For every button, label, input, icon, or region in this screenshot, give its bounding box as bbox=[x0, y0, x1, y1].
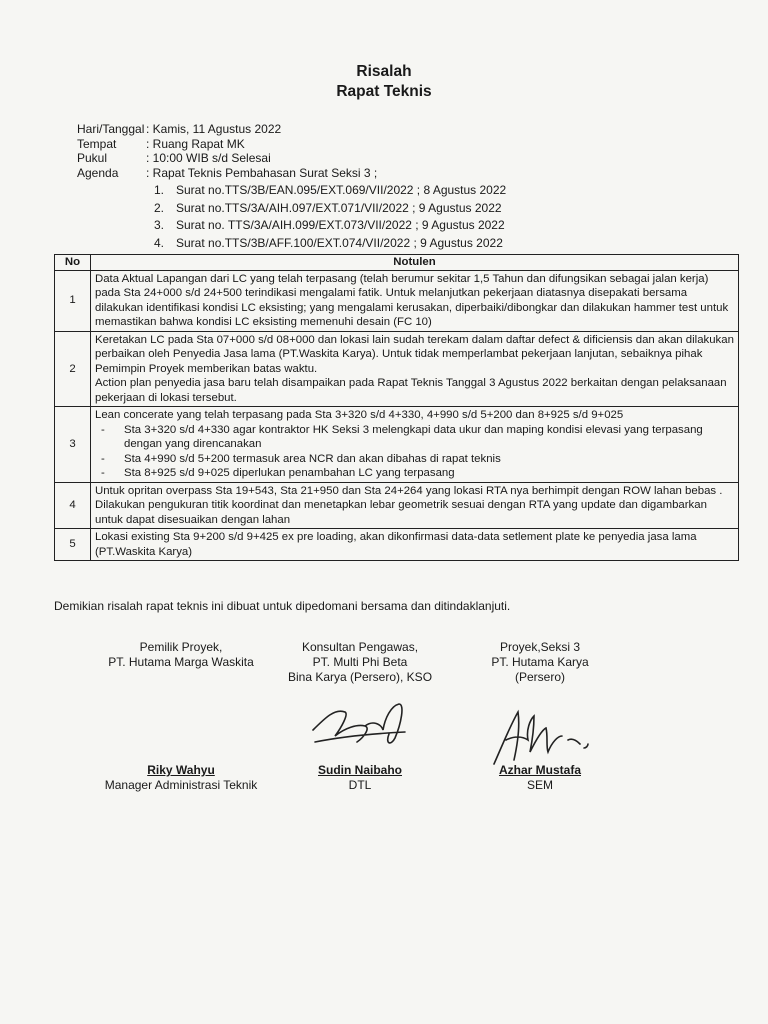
row-number: 5 bbox=[55, 529, 91, 561]
agenda-text: Surat no. TTS/3A/AIH.099/EXT.073/VII/2022 ; 9 Agustus 2022 bbox=[176, 218, 505, 232]
signatory-name-owner: Riky Wahyu bbox=[147, 763, 215, 777]
row-number: 2 bbox=[55, 331, 91, 407]
info-value: : 10:00 WIB s/d Selesai bbox=[146, 151, 271, 165]
agenda-item bbox=[154, 235, 506, 253]
agenda-item bbox=[154, 217, 506, 235]
row-notes bbox=[91, 331, 739, 407]
table-row bbox=[55, 529, 739, 561]
info-value: : Kamis, 11 Agustus 2022 bbox=[146, 122, 282, 136]
agenda-item bbox=[154, 200, 506, 218]
info-value: : Rapat Teknis Pembahasan Surat Seksi 3 ; bbox=[146, 165, 378, 180]
closing-statement: Demikian risalah rapat teknis ini dibuat untuk dipedomani bersama dan ditindaklanjuti. bbox=[54, 599, 511, 613]
signatory-role: Konsultan Pengawas, bbox=[301, 640, 419, 654]
signatory-org: PT. Multi Phi Beta bbox=[312, 655, 408, 669]
note-paragraph: Lokasi existing Sta 9+200 s/d 9+425 ex pre loading, akan dikonfirmasi data-data setlement plate ke penyedia jasa lama (PT.Waskita Karya) bbox=[95, 531, 697, 558]
agenda-text: Surat no.TTS/3B/EAN.095/EXT.069/VII/2022 ; 8 Agustus 2022 bbox=[176, 183, 507, 197]
signature-sudin bbox=[305, 698, 415, 758]
info-row-date bbox=[77, 122, 377, 137]
row-notes bbox=[91, 407, 739, 483]
signatory-name-contractor: Azhar Mustafa bbox=[498, 763, 581, 777]
signatory-contractor-header bbox=[455, 640, 625, 685]
table-row bbox=[55, 270, 739, 331]
header-no: No bbox=[55, 255, 91, 271]
meeting-info bbox=[77, 122, 377, 180]
info-row-time bbox=[77, 151, 377, 166]
table-row bbox=[55, 482, 739, 529]
agenda-number: 2. bbox=[154, 200, 165, 215]
signatory-org: PT. Hutama Karya bbox=[491, 655, 589, 669]
row-number: 4 bbox=[55, 482, 91, 529]
note-paragraph: Action plan penyedia jasa baru telah disampaikan pada Rapat Teknis Tanggal 3 Agustus 2022 berkaitan dengan pelaksanaan pekerjaan di lokasi tersebut. bbox=[95, 377, 727, 404]
info-value: : Ruang Rapat MK bbox=[146, 136, 245, 151]
note-paragraph: Untuk opritan overpass Sta 19+543, Sta 21+950 dan Sta 24+264 yang lokasi RTA nya berhimpit dengan ROW lahan bebas . bbox=[95, 484, 723, 497]
note-paragraph: Keretakan LC pada Sta 07+000 s/d 08+000 dan lokasi lain sudah terekam dalam daftar defect & dificiensis dan akan dilakukan perbaikan oleh Penyedia Jasa lama (PT.Waskita Karya). Untuk tidak memperlambat pekerjaan lanjutan, sebaiknya pihak Pemimpin Proyek memberikan batas waktu. bbox=[95, 333, 734, 375]
agenda-number: 1. bbox=[154, 183, 165, 197]
info-row-agenda bbox=[77, 166, 377, 181]
info-row-place bbox=[77, 137, 377, 152]
note-paragraph: Data Aktual Lapangan dari LC yang telah terpasang (telah berumur sekitar 1,5 Tahun dan difungsikan sebagai jalan kerja) pada Sta 24+000 s/d 24+500 terindikasi mengalami fatik. Untuk melanjutkan pekerjaan diatasnya disepakati bersama dilakukan identifikasi kondisi LC eksisting; yang mengalami kerusakan, diperbaiki/dibongkar dan dilakukan hammer test untuk memastikan bahwa kondisi LC eksisting memenuhi desain (FC 10) bbox=[95, 272, 729, 328]
note-bullet: - Sta 3+320 s/d 4+330 agar kontraktor HK Seksi 3 melengkapi data ukur dan maping kondisi elevasi yang terpasang dengan yang direncanakan bbox=[95, 423, 734, 452]
agenda-list bbox=[154, 182, 506, 252]
row-notes bbox=[91, 482, 739, 529]
info-label: Tempat bbox=[77, 136, 117, 151]
table-row bbox=[55, 407, 739, 483]
note-bullet: - Sta 8+925 s/d 9+025 diperlukan penambahan LC yang terpasang bbox=[95, 466, 734, 481]
note-paragraph: Lean concerate yang telah terpasang pada Sta 3+320 s/d 4+330, 4+990 s/d 5+200 dan 8+925 s/d 9+025 bbox=[95, 409, 624, 421]
agenda-item bbox=[154, 182, 506, 200]
document-subtitle: Rapat Teknis bbox=[336, 83, 432, 100]
note-paragraph: Dilakukan pengukuran titik koordinat dan menetapkan lebar geometrik sesuai dengan RTA yang update dan digambarkan untuk dapat disesuaikan dengan lahan bbox=[95, 499, 707, 526]
signatory-name-consultant: Sudin Naibaho bbox=[318, 763, 402, 777]
notulen-table bbox=[54, 254, 739, 561]
signatory-org: Bina Karya (Persero), KSO bbox=[287, 670, 433, 684]
signatory-owner-header bbox=[96, 640, 266, 670]
signatory-title-consultant: DTL bbox=[348, 778, 372, 792]
note-bullets bbox=[95, 423, 734, 481]
agenda-number: 4. bbox=[154, 235, 165, 250]
document-title: Risalah bbox=[356, 63, 412, 80]
signatory-org: PT. Hutama Marga Waskita bbox=[108, 655, 254, 669]
signatory-role: Pemilik Proyek, bbox=[139, 640, 223, 654]
table-row bbox=[55, 331, 739, 407]
info-label: Pukul bbox=[77, 151, 108, 165]
note-bullet: - Sta 4+990 s/d 5+200 termasuk area NCR dan akan dibahas di rapat teknis bbox=[95, 452, 734, 467]
info-label: Agenda bbox=[77, 165, 119, 180]
signatory-title-owner: Manager Administrasi Teknik bbox=[104, 778, 258, 792]
row-number: 1 bbox=[55, 270, 91, 331]
signatory-org: (Persero) bbox=[514, 670, 565, 684]
signature-azhar bbox=[488, 706, 598, 770]
agenda-text: Surat no.TTS/3B/AFF.100/EXT.074/VII/2022 ; 9 Agustus 2022 bbox=[176, 235, 503, 250]
info-label: Hari/Tanggal bbox=[77, 122, 145, 136]
table-header-row bbox=[55, 255, 739, 271]
row-number: 3 bbox=[55, 407, 91, 483]
agenda-number: 3. bbox=[154, 218, 165, 232]
signatory-consultant-header bbox=[275, 640, 445, 685]
row-notes bbox=[91, 270, 739, 331]
agenda-text: Surat no.TTS/3A/AIH.097/EXT.071/VII/2022 ; 9 Agustus 2022 bbox=[176, 200, 502, 215]
signatory-role: Proyek,Seksi 3 bbox=[499, 640, 581, 654]
row-notes bbox=[91, 529, 739, 561]
signatory-title-contractor: SEM bbox=[526, 778, 553, 792]
header-notulen: Notulen bbox=[91, 255, 739, 271]
